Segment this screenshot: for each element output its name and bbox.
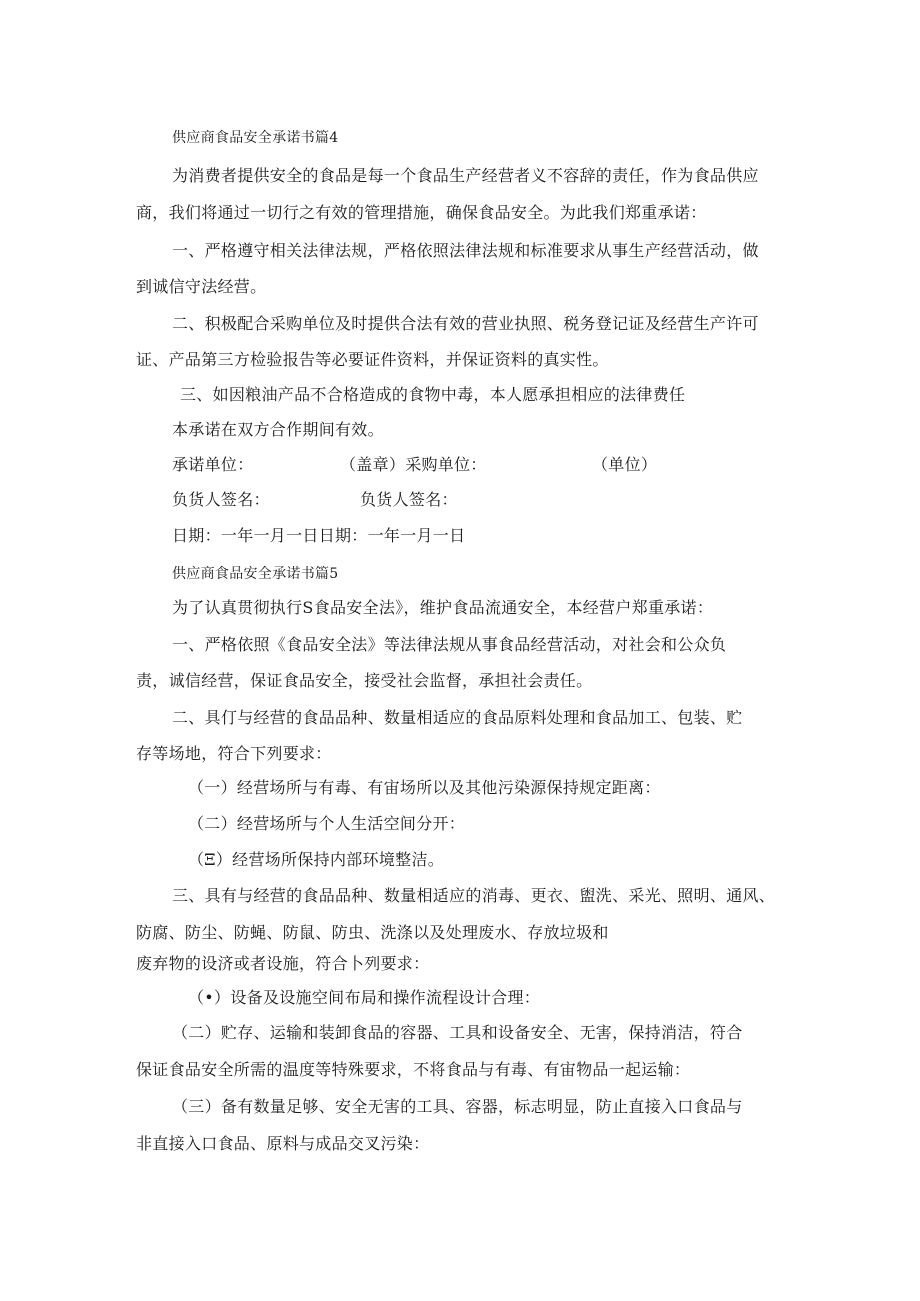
section4-validity: 本承诺在双方合作期间有效。 [172, 420, 384, 439]
responsible-signature-1: 负货人签名： [172, 490, 270, 509]
responsible-signature-2: 负货人签名： [360, 490, 458, 509]
section5-item2-line1: 二、具仃与经营的食品品种、数量相适应的食品原料处理和食品加工、包装、贮 [172, 708, 743, 727]
seal-buyer-label: （盖章）采购单位： [340, 455, 487, 474]
section4-item2-line1: 二、积极配合采购单位及时提供合法有效的营业执照、税务登记证及经营生产许可 [172, 314, 759, 333]
section4-title: 供应商食品安全承诺书篇4 [172, 130, 339, 146]
section5-item1-line1: 一、严格依照《食品安全法》等法律法规从事食品经营活动，对社会和公众负 [172, 635, 727, 654]
section4-intro-line1: 为消费者提供安全的食品是每一个食品生产经营者义不容辞的责任，作为食品供应 [172, 166, 759, 185]
sign-unit-label: 承诺单位： [172, 455, 254, 474]
section4-intro-line2: 商，我们将通过一切行之有效的管理措施，确保食品安全。为此我们郑重承诺： [136, 203, 707, 222]
section4-item1-line1: 一、严格遵守相关法律法规，严格依照法律法规和标准要求从事生产经营活动，做 [172, 241, 759, 260]
section4-item3: 三、如因粮油产品不合格造成的食物中毒，本人愿承担相应的法律费任 [180, 385, 686, 404]
section5-item3-line3: 废弃物的设济或者设施，符合卜列要求： [136, 954, 430, 973]
section5-sub3-3-line2: 非直接入口食品、原料与成品交叉污染： [136, 1134, 430, 1153]
section5-item3-line1: 三、具有与经营的食品品种、数量相适应的消毒、更衣、盥洗、采光、照明、通风、 [172, 886, 776, 905]
section5-item2-line2: 存等场地，符合下列要求： [136, 744, 332, 763]
section5-item1-line2: 责，诚信经营，保证食品安全，接受社会监督，承担社会责任。 [136, 671, 593, 690]
section5-sub3-2-line1: （二）贮存、运输和装卸食品的容器、工具和设备安全、无害，保持消洁，符合 [172, 1023, 743, 1042]
section5-sub3-3-line1: （三）备有数量足够、安全无害的工具、容器，标志明显，防止直接入口食品与 [172, 1097, 743, 1116]
section5-sub2-2: （二）经营场所与个人生活空间分开： [188, 814, 466, 833]
section5-sub3-2-line2: 保证食品安全所需的温度等特殊要求，不将食品与有毒、有宙物品一起运输： [136, 1060, 691, 1079]
section5-item3-line2: 防腐、防尘、防蝇、防鼠、防虫、洗涤以及处理废水、存放垃圾和 [136, 923, 609, 942]
section5-intro: 为了认真贯彻执行S食品安全法》，维护食品流通安全，本经营户郑重承诺： [172, 598, 714, 617]
section5-sub2-1: （一）经营场所与有毒、有宙场所以及其他污染源保持规定距离： [188, 778, 661, 797]
section4-item2-line2: 证、产品第三方检验报告等必要证件资料，并保证资料的真实性。 [136, 350, 609, 369]
unit-label: （单位） [592, 455, 658, 474]
section5-sub3-1: （•）设备及设施空间布局和操作流程设计合理： [188, 988, 541, 1007]
date-line: 日期：一年一月一日日期：一年一月一日 [172, 526, 466, 545]
section5-title: 供应商食品安全承诺书篇5 [172, 566, 339, 582]
section5-sub2-3: （Ξ）经营场所保持内部环境整洁。 [188, 850, 445, 869]
section4-item1-line2: 到诚信守法经营。 [136, 277, 267, 296]
